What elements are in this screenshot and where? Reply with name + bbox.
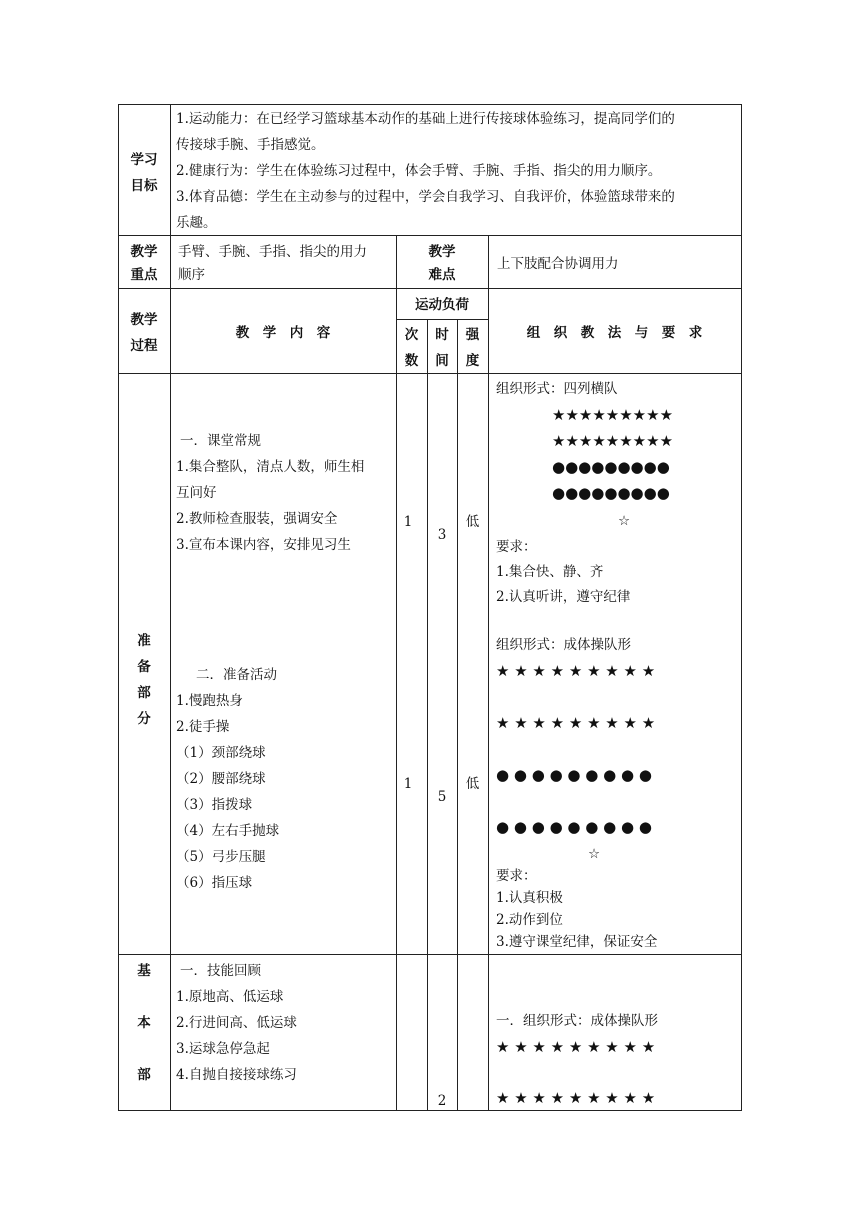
basic-row-star-1: ★ ★ ★ ★ ★ ★ ★ ★ ★ (496, 1038, 656, 1056)
prep-sec2-count: 1 (403, 776, 413, 792)
prep-sec2-item-4: （2）腰部绕球 (176, 771, 266, 787)
method-header: 组 织 教 法 与 要 求 (526, 325, 703, 341)
difficulty-text: 上下肢配合协调用力 (497, 256, 619, 272)
basic-label-2: 本 (137, 1015, 151, 1031)
prep-sec2-item-5: （3）指拨球 (176, 797, 253, 813)
basic-item-1: 1.原地高、低运球 (176, 989, 284, 1005)
count-header-2: 数 (404, 353, 419, 369)
basic-item-3: 3.运球急停急起 (176, 1041, 270, 1057)
prep-label-2: 备 (137, 659, 151, 675)
key-points-text-2: 顺序 (178, 267, 205, 283)
prep-sec1-req-1: 1.集合快、静、齐 (496, 564, 604, 580)
count-header-1: 次 (404, 327, 419, 343)
objective-line-1: 1.运动能力：在已经学习篮球基本动作的基础上进行传接球体验练习，提高同学们的 (176, 111, 675, 127)
prep-sec1-item-3: 2.教师检查服装，强调安全 (176, 511, 338, 527)
basic-label-3: 部 (137, 1067, 151, 1083)
objectives-label-2: 目标 (130, 178, 158, 194)
prep-sec2-title: 二．准备活动 (196, 667, 277, 683)
prep-sec2-org: 组织形式：成体操队形 (496, 637, 631, 653)
prep-sec2-req-title: 要求： (496, 868, 537, 884)
prep-sec2-req-3: 3.遵守课堂纪律，保证安全 (496, 934, 658, 950)
formation-row-star-1: ★★★★★★★★★ (552, 406, 674, 424)
prep-sec2-item-2: 2.徒手操 (176, 719, 230, 735)
prep-sec2-req-2: 2.动作到位 (496, 912, 563, 928)
teacher-star-icon-2: ☆ (588, 846, 601, 862)
formation2-row-star-2: ★ ★ ★ ★ ★ ★ ★ ★ ★ (496, 714, 656, 732)
basic-title: 一．技能回顾 (180, 963, 261, 979)
basic-item-4: 4.自抛自接接球练习 (176, 1067, 297, 1083)
key-points-text-1: 手臂、手腕、手指、指尖的用力 (178, 244, 367, 260)
formation-row-dot-2: ●●●●●●●●● (552, 484, 670, 502)
content-header: 教 学 内 容 (235, 325, 331, 341)
prep-sec1-item-2: 互问好 (176, 485, 217, 501)
intensity-header-2: 度 (465, 353, 480, 369)
basic-label-1: 基 (137, 963, 151, 979)
prep-label-4: 分 (137, 711, 151, 727)
time-header-1: 时 (435, 327, 449, 343)
prep-sec1-req-2: 2.认真听讲，遵守纪律 (496, 589, 631, 605)
objectives-label-1: 学习 (130, 152, 158, 168)
prep-sec1-intensity: 低 (465, 514, 480, 530)
process-label-1: 教学 (130, 312, 158, 328)
key-points-label-1: 教学 (130, 244, 158, 260)
formation-row-dot-1: ●●●●●●●●● (552, 458, 670, 476)
key-points-label-2: 重点 (130, 267, 158, 283)
process-label-2: 过程 (130, 338, 158, 354)
prep-sec2-item-3: （1）颈部绕球 (176, 745, 266, 761)
prep-sec1-count: 1 (403, 514, 413, 530)
prep-sec2-req-1: 1.认真积极 (496, 890, 563, 906)
prep-sec1-req-title: 要求： (496, 539, 537, 555)
prep-sec2-item-7: （5）弓步压腿 (176, 849, 266, 865)
prep-label-3: 部 (137, 685, 151, 701)
formation2-row-star-1: ★ ★ ★ ★ ★ ★ ★ ★ ★ (496, 662, 656, 680)
time-header-2: 间 (435, 353, 449, 369)
difficulty-label-2: 难点 (428, 267, 456, 283)
prep-sec1-item-4: 3.宣布本课内容，安排见习生 (176, 537, 351, 553)
load-header: 运动负荷 (415, 297, 469, 313)
prep-sec1-item-1: 1.集合整队，清点人数，师生相 (176, 459, 365, 475)
teacher-star-icon: ☆ (618, 513, 631, 529)
objective-line-3: 2.健康行为：学生在体验练习过程中，体会手臂、手腕、手指、指尖的用力顺序。 (176, 163, 662, 179)
formation2-row-dot-2: ● ● ● ● ● ● ● ● ● (496, 818, 652, 836)
prep-label-1: 准 (137, 633, 151, 649)
formation2-row-dot-1: ● ● ● ● ● ● ● ● ● (496, 766, 652, 784)
difficulty-label-1: 教学 (428, 244, 456, 260)
objective-line-5: 乐趣。 (176, 215, 217, 231)
prep-sec2-item-1: 1.慢跑热身 (176, 693, 243, 709)
basic-org: 一．组织形式：成体操队形 (496, 1013, 658, 1029)
prep-sec2-intensity: 低 (465, 776, 480, 792)
prep-sec1-title: 一．课堂常规 (180, 433, 261, 449)
objective-line-4: 3.体育品德：学生在主动参与的过程中，学会自我学习、自我评价，体验篮球带来的 (176, 189, 675, 205)
basic-item-2: 2.行进间高、低运球 (176, 1015, 297, 1031)
prep-sec1-time: 3 (437, 527, 447, 543)
intensity-header-1: 强 (465, 327, 480, 343)
prep-sec1-org: 组织形式：四列横队 (496, 381, 618, 397)
basic-row-star-2: ★ ★ ★ ★ ★ ★ ★ ★ ★ (496, 1089, 656, 1107)
prep-sec2-item-6: （4）左右手抛球 (176, 823, 280, 839)
basic-time: 2 (437, 1093, 447, 1109)
prep-sec2-item-8: （6）指压球 (176, 875, 253, 891)
objective-line-2: 传接球手腕、手指感觉。 (176, 137, 325, 153)
prep-sec2-time: 5 (437, 789, 447, 805)
formation-row-star-2: ★★★★★★★★★ (552, 432, 674, 450)
